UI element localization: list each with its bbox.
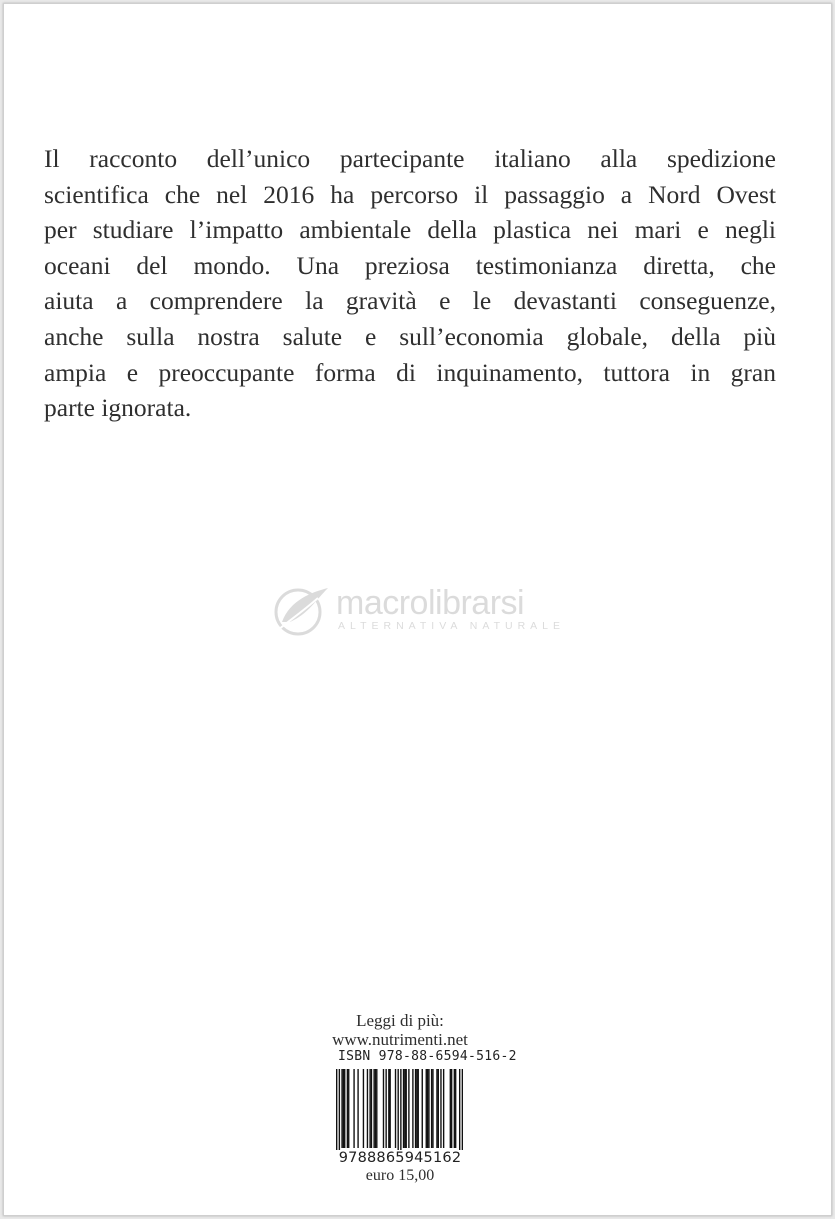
barcode-bar — [408, 1069, 409, 1148]
watermark-subtitle: ALTERNATIVA NATURALE — [338, 620, 565, 632]
barcode-bar — [416, 1069, 417, 1148]
watermark — [268, 582, 588, 642]
blurb-line: ampia e preoccupante forma di inquinamento, tuttora in gran — [44, 357, 776, 387]
barcode-bar — [440, 1069, 441, 1148]
barcode-bar — [432, 1069, 433, 1148]
blurb-line: per studiare l’impatto ambientale della plastica nei mari e negli — [44, 215, 776, 245]
barcode-bar — [422, 1069, 423, 1148]
publisher-info — [330, 1011, 470, 1049]
barcode-bar — [438, 1069, 439, 1148]
blurb-line: parte ignorata. — [44, 393, 192, 423]
barcode-bar — [455, 1069, 456, 1148]
barcode-bar — [436, 1069, 437, 1148]
barcode-bar — [353, 1069, 354, 1148]
barcode-bar — [406, 1069, 407, 1148]
barcode-bar — [385, 1069, 386, 1148]
watermark-name: macrolibrarsi — [336, 584, 525, 622]
barcode-bar — [395, 1069, 396, 1148]
barcode-bar — [363, 1069, 364, 1148]
barcode-bar — [383, 1069, 384, 1148]
blurb-line: oceani del mondo. Una preziosa testimonianza diretta, che — [44, 250, 776, 280]
barcode-bar — [400, 1069, 401, 1154]
blurb-line: scientifica che nel 2016 ha percorso il passaggio a Nord Ovest — [44, 179, 776, 209]
barcode-bar — [376, 1069, 377, 1148]
barcode-bar — [462, 1069, 463, 1154]
isbn-label: ISBN 978-88-6594-516-2 — [338, 1049, 517, 1064]
website-link[interactable]: www.nutrimenti.net — [332, 1030, 468, 1049]
barcode-bar — [336, 1069, 337, 1154]
barcode-bar — [388, 1069, 389, 1148]
barcode-bar — [339, 1069, 340, 1154]
barcode-digits: 9788865945162 — [335, 1150, 465, 1166]
read-more-label: Leggi di più: — [356, 1011, 444, 1030]
price-label: euro 15,00 — [365, 1167, 435, 1184]
back-cover-blurb — [44, 141, 776, 426]
barcode-bar — [344, 1069, 345, 1148]
barcode-bar — [397, 1069, 398, 1154]
barcode-bar — [403, 1069, 404, 1148]
barcode-bar — [389, 1069, 390, 1148]
barcode-bar — [347, 1069, 348, 1148]
barcode-bar — [426, 1069, 427, 1148]
barcode-bar — [341, 1069, 342, 1148]
barcode-bar — [418, 1069, 419, 1148]
barcode-bar — [450, 1069, 451, 1148]
barcode-bar — [371, 1069, 372, 1148]
barcode-bar — [451, 1069, 452, 1148]
barcode-bar — [431, 1069, 432, 1148]
barcode-bar — [357, 1069, 358, 1148]
barcode-bar — [415, 1069, 416, 1148]
leaf-logo-icon — [268, 582, 332, 638]
barcode-bar — [428, 1069, 429, 1148]
blurb-line: aiuta a comprendere la gravità e le devastanti conseguenze, — [44, 286, 776, 316]
barcode-bar — [454, 1069, 455, 1148]
barcode-bar — [375, 1069, 376, 1148]
barcode-bar — [367, 1069, 368, 1148]
barcode-bar — [443, 1069, 444, 1148]
barcode-image — [336, 1069, 463, 1154]
barcode-bar — [343, 1069, 344, 1148]
barcode-bar — [369, 1069, 370, 1148]
barcode-bar — [459, 1069, 460, 1154]
barcode-bar — [373, 1069, 374, 1148]
barcode-bar — [427, 1069, 428, 1148]
blurb-line: anche sulla nostra salute e sull’economia globale, della più — [44, 321, 776, 351]
barcode-bar — [404, 1069, 405, 1148]
barcode-bar — [348, 1069, 349, 1148]
barcode-bar — [412, 1069, 413, 1148]
blurb-line: Il racconto dell’unico partecipante italiano alla spedizione — [44, 144, 776, 173]
